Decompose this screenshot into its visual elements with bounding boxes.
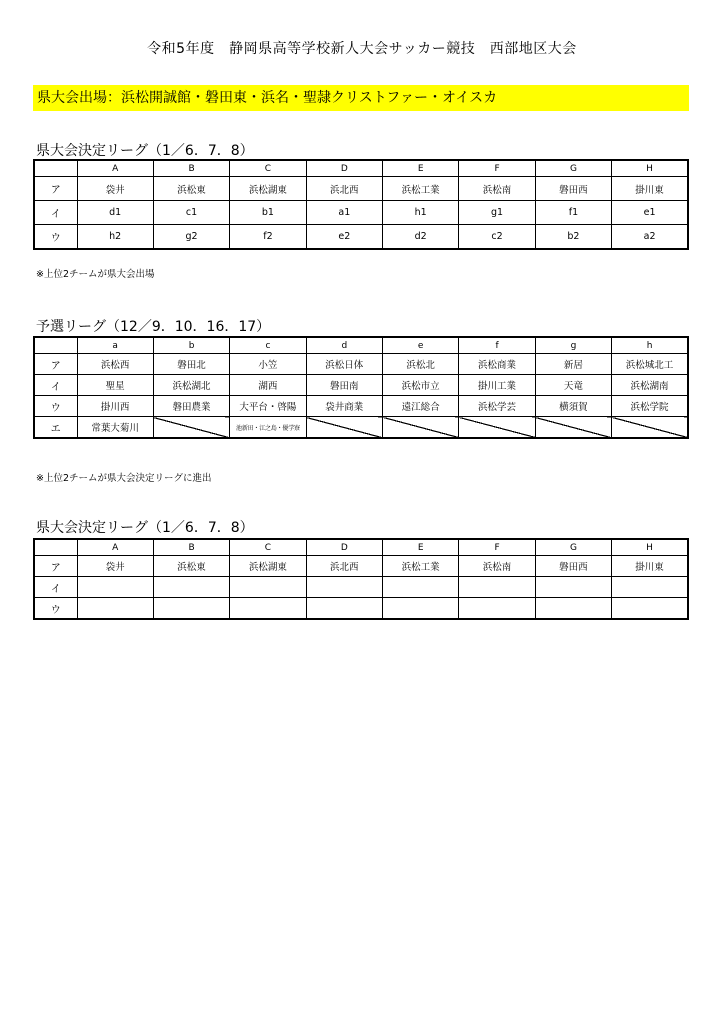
table-row	[34, 577, 688, 598]
qualified-teams-banner: 県大会出場：浜松開誠館・磐田東・浜名・聖隷クリストファー・オイスカ	[33, 85, 689, 111]
team-cell: 磐田西	[535, 177, 611, 201]
column-header: A	[77, 160, 153, 177]
team-cell: e1	[612, 201, 688, 225]
team-cell	[306, 598, 382, 620]
team-cell	[77, 598, 153, 620]
team-cell: g2	[153, 225, 229, 250]
team-cell: 袋井商業	[306, 396, 382, 417]
team-cell	[535, 598, 611, 620]
team-cell: 浜北西	[306, 556, 382, 577]
team-cell: 小笠	[230, 354, 306, 375]
team-cell: 掛川東	[612, 177, 688, 201]
column-header: B	[153, 539, 229, 556]
empty-slot-cell	[612, 417, 688, 439]
team-cell: 掛川西	[77, 396, 153, 417]
column-header: D	[306, 160, 382, 177]
empty-slot-cell	[153, 417, 229, 439]
column-header: e	[383, 337, 459, 354]
team-cell: h1	[383, 201, 459, 225]
team-cell: 磐田北	[153, 354, 229, 375]
team-cell	[459, 598, 535, 620]
table-row	[34, 375, 688, 396]
team-cell: 浜松工業	[383, 556, 459, 577]
team-cell	[153, 598, 229, 620]
table2-preliminary-league	[33, 336, 689, 439]
team-cell: 掛川東	[612, 556, 688, 577]
corner-cell	[34, 160, 77, 177]
row-label: イ	[34, 201, 77, 225]
row-label: ウ	[34, 396, 77, 417]
team-cell: 浜松南	[459, 177, 535, 201]
team-cell	[383, 598, 459, 620]
team-cell: a1	[306, 201, 382, 225]
team-cell: 湖西	[230, 375, 306, 396]
team-cell	[459, 577, 535, 598]
team-cell: 池新田・江之島・優学寮	[230, 417, 306, 439]
team-cell: 磐田南	[306, 375, 382, 396]
team-cell: 浜松日体	[306, 354, 382, 375]
team-cell: 浜北西	[306, 177, 382, 201]
team-cell	[306, 577, 382, 598]
row-label: ア	[34, 177, 77, 201]
header-row	[34, 337, 688, 354]
empty-slot-cell	[306, 417, 382, 439]
team-cell: 新居	[535, 354, 611, 375]
row-label: ア	[34, 354, 77, 375]
team-cell: 天竜	[535, 375, 611, 396]
table-row	[34, 556, 688, 577]
column-header: g	[535, 337, 611, 354]
column-header: B	[153, 160, 229, 177]
table-row	[34, 177, 688, 201]
table3-final-league-results	[33, 538, 689, 620]
row-label: ウ	[34, 598, 77, 620]
team-cell	[383, 577, 459, 598]
team-cell	[230, 598, 306, 620]
column-header: F	[459, 160, 535, 177]
team-cell	[535, 577, 611, 598]
column-header: h	[612, 337, 688, 354]
team-cell: d1	[77, 201, 153, 225]
header-row	[34, 160, 688, 177]
column-header: H	[612, 160, 688, 177]
team-cell: 袋井	[77, 556, 153, 577]
team-cell: 大平台・啓陽	[230, 396, 306, 417]
row-label: ウ	[34, 225, 77, 250]
team-cell: 浜松東	[153, 556, 229, 577]
document-title: 令和5年度 静岡県高等学校新人大会サッカー競技 西部地区大会	[147, 41, 577, 57]
team-cell: 浜松学芸	[459, 396, 535, 417]
team-cell: 浜松商業	[459, 354, 535, 375]
table1-note: ※上位2チームが県大会出場	[36, 269, 155, 280]
team-cell: 浜松東	[153, 177, 229, 201]
team-cell: f2	[230, 225, 306, 250]
team-cell: 浜松城北工	[612, 354, 688, 375]
table1-final-league	[33, 159, 689, 250]
column-header: A	[77, 539, 153, 556]
row-label: イ	[34, 375, 77, 396]
column-header: G	[535, 160, 611, 177]
table-row	[34, 225, 688, 250]
column-header: c	[230, 337, 306, 354]
column-header: b	[153, 337, 229, 354]
team-cell: 浜松北	[383, 354, 459, 375]
table1-title: 県大会決定リーグ（1／6．7．8）	[36, 143, 254, 159]
team-cell: 浜松湖南	[612, 375, 688, 396]
team-cell: 聖星	[77, 375, 153, 396]
team-cell	[153, 577, 229, 598]
team-cell: 横須賀	[535, 396, 611, 417]
team-cell: 浜松南	[459, 556, 535, 577]
column-header: D	[306, 539, 382, 556]
team-cell: d2	[383, 225, 459, 250]
table2-title: 予選リーグ（12／9．10．16．17）	[36, 319, 271, 335]
row-label: イ	[34, 577, 77, 598]
team-cell: e2	[306, 225, 382, 250]
row-label: ア	[34, 556, 77, 577]
team-cell: c2	[459, 225, 535, 250]
team-cell: 袋井	[77, 177, 153, 201]
column-header: E	[383, 160, 459, 177]
row-label: エ	[34, 417, 77, 439]
team-cell	[612, 598, 688, 620]
column-header: C	[230, 160, 306, 177]
column-header: E	[383, 539, 459, 556]
table-row	[34, 201, 688, 225]
team-cell: 磐田西	[535, 556, 611, 577]
team-cell: 浜松湖東	[230, 556, 306, 577]
team-cell: 掛川工業	[459, 375, 535, 396]
column-header: F	[459, 539, 535, 556]
team-cell	[612, 577, 688, 598]
team-cell: 遠江総合	[383, 396, 459, 417]
team-cell: g1	[459, 201, 535, 225]
team-cell: 浜松工業	[383, 177, 459, 201]
team-cell: c1	[153, 201, 229, 225]
column-header: G	[535, 539, 611, 556]
team-cell	[230, 577, 306, 598]
empty-slot-cell	[459, 417, 535, 439]
column-header: f	[459, 337, 535, 354]
corner-cell	[34, 337, 77, 354]
team-cell: 常葉大菊川	[77, 417, 153, 439]
table-row	[34, 598, 688, 620]
table3-title: 県大会決定リーグ（1／6．7．8）	[36, 520, 254, 536]
column-header: C	[230, 539, 306, 556]
team-cell: 浜松市立	[383, 375, 459, 396]
team-cell: b1	[230, 201, 306, 225]
team-cell: 磐田農業	[153, 396, 229, 417]
table-row	[34, 417, 688, 439]
column-header: H	[612, 539, 688, 556]
corner-cell	[34, 539, 77, 556]
team-cell: h2	[77, 225, 153, 250]
header-row	[34, 539, 688, 556]
column-header: a	[77, 337, 153, 354]
team-cell: 浜松湖東	[230, 177, 306, 201]
column-header: d	[306, 337, 382, 354]
team-cell: 浜松湖北	[153, 375, 229, 396]
empty-slot-cell	[383, 417, 459, 439]
table-row	[34, 354, 688, 375]
team-cell: a2	[612, 225, 688, 250]
team-cell: f1	[535, 201, 611, 225]
empty-slot-cell	[535, 417, 611, 439]
team-cell: 浜松西	[77, 354, 153, 375]
table-row	[34, 396, 688, 417]
team-cell: 浜松学院	[612, 396, 688, 417]
table2-note: ※上位2チームが県大会決定リーグに進出	[36, 473, 212, 484]
team-cell: b2	[535, 225, 611, 250]
team-cell	[77, 577, 153, 598]
